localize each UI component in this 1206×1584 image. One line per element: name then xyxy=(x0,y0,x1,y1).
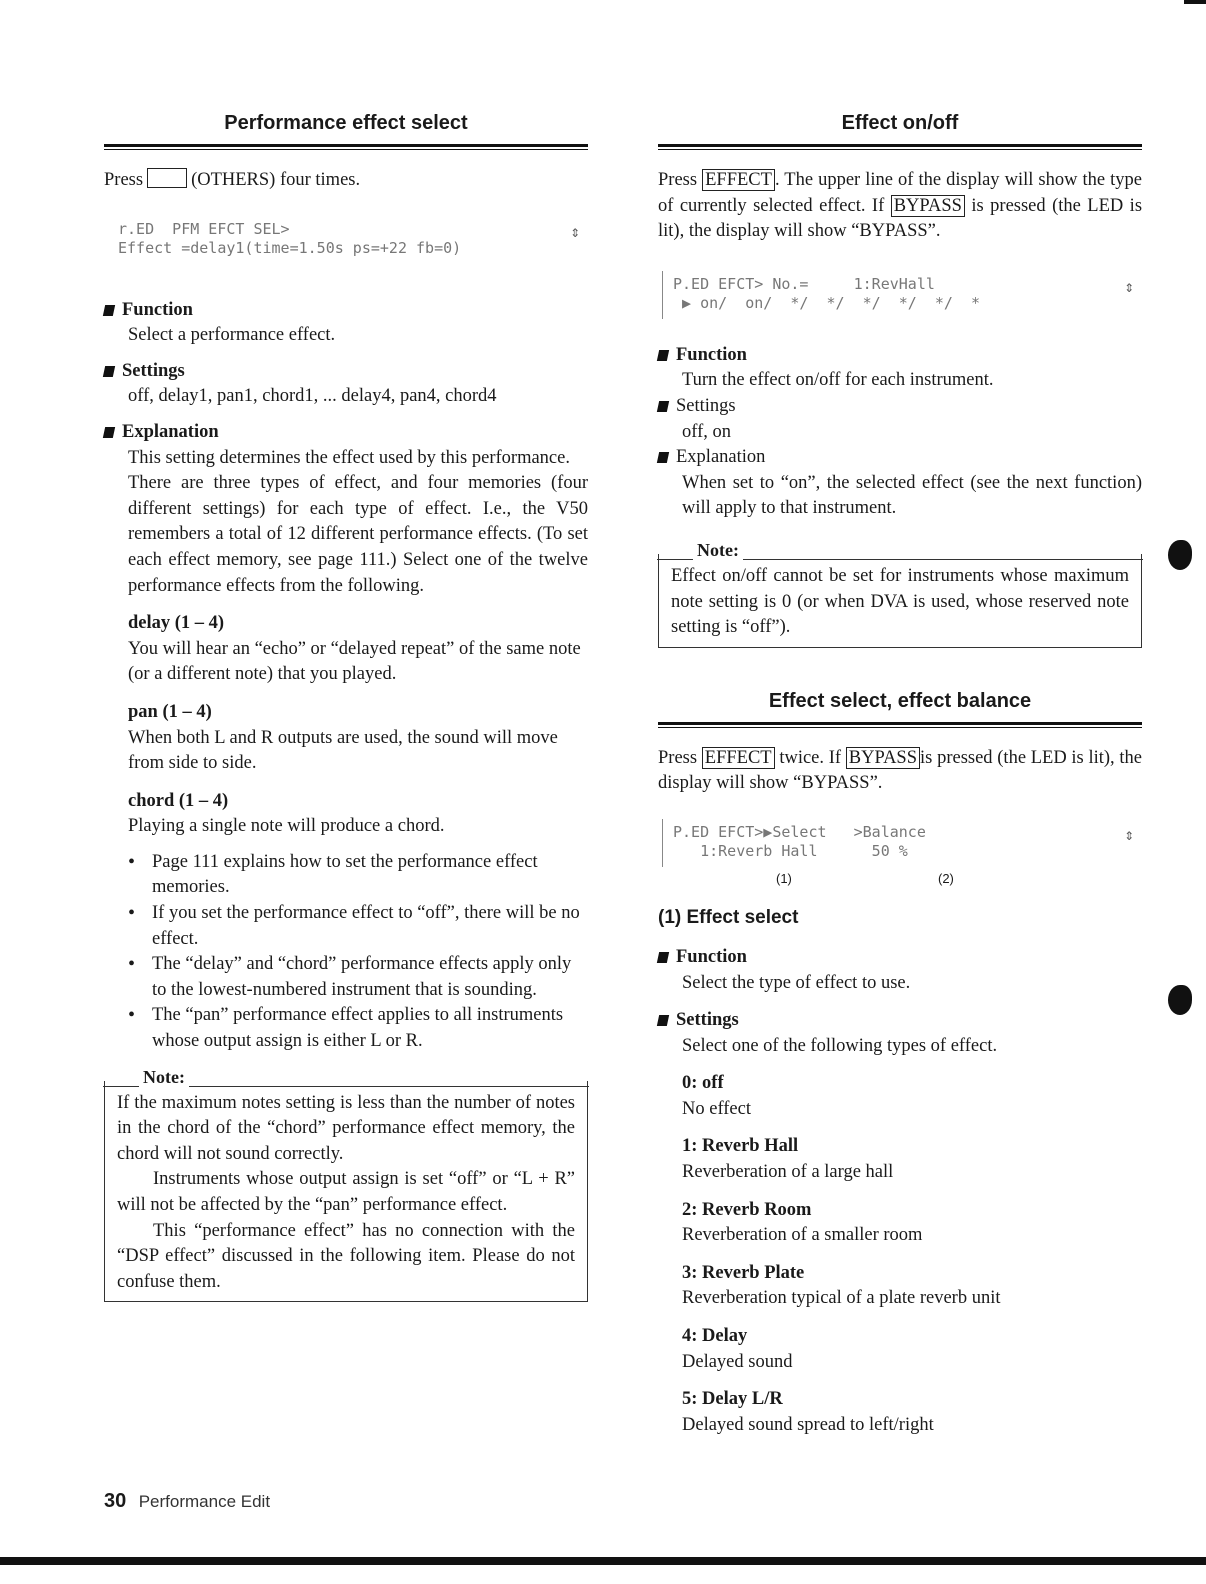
delay-text: You will hear an “echo” or “delayed repeat” of the same note (or a different note) that you played. xyxy=(128,638,581,685)
note-paragraph-2: Instruments whose output assign is set “off” or “L + R” will not be affected by the “pan” performance effect. xyxy=(117,1169,575,1215)
right-column xyxy=(658,110,1142,1438)
chord-text: Playing a single note will produce a chord. xyxy=(128,816,445,837)
lcd-line-1: P.ED EFCT> No.= 1:RevHall xyxy=(673,274,935,293)
settings-heading: Settings xyxy=(658,1008,1142,1034)
effect-type-text: Reverberation of a smaller room xyxy=(682,1225,923,1246)
footer-section-name: Performance Edit xyxy=(138,1492,271,1511)
function-text: Select the type of effect to use. xyxy=(682,972,911,993)
corner-mark xyxy=(1184,0,1206,4)
lcd-line-1: r.ED PFM EFCT SEL> xyxy=(118,219,290,238)
note-box-left xyxy=(104,1066,588,1303)
pan-text: When both L and R outputs are used, the sound will move from side to side. xyxy=(128,727,558,774)
settings-heading: Settings xyxy=(658,394,1142,420)
delay-heading: delay (1 – 4) xyxy=(128,613,225,634)
function-heading: Function xyxy=(104,298,588,324)
note-paragraph-3: This “performance effect” has no connection with the “DSP effect” discussed in the following item. Please do not confuse them. xyxy=(117,1220,575,1292)
up-down-arrow-icon: ⇕ xyxy=(570,221,580,241)
list-item: • The “pan” performance effect applies to all instruments whose output assign is either L or R. xyxy=(104,1003,588,1054)
section-title-effect-select-balance: Effect select, effect balance xyxy=(768,689,1032,712)
bypass-key: BYPASS xyxy=(891,195,965,217)
explanation-text: When set to “on”, the selected effect (see the next function) will apply to that instrument. xyxy=(682,472,1142,519)
lcd-line-2: ▶ on/ on/ */ */ */ */ */ * xyxy=(673,293,981,312)
effect-type-text: Reverberation of a large hall xyxy=(682,1162,894,1183)
square-bullet-icon xyxy=(657,401,669,412)
up-down-arrow-icon: ⇕ xyxy=(1124,824,1134,844)
square-bullet-icon xyxy=(657,952,669,963)
square-bullet-icon xyxy=(657,350,669,361)
left-column xyxy=(104,110,588,1302)
effect-key: EFFECT xyxy=(702,169,775,191)
press-instruction-twice: Press EFFECT twice. If BYPASS is pressed (the LED is lit), the display will show “BYPASS”. xyxy=(658,747,1142,794)
function-heading: Function xyxy=(658,945,1142,971)
title-rule xyxy=(658,722,1142,728)
settings-heading: Settings xyxy=(104,359,588,385)
section-title-effect-on-off: Effect on/off xyxy=(841,112,959,134)
note-label: Note: xyxy=(139,1067,189,1087)
press-instruction-effect: Press EFFECT . The upper line of the display will show the type of currently selected effect. If BYPASS is pressed (the LED is lit), the display will show “BYPASS”. xyxy=(658,170,1143,242)
lcd-line-2: 1:Reverb Hall 50 % xyxy=(673,841,908,860)
square-bullet-icon xyxy=(103,366,115,377)
section-title-performance-effect-select: Performance effect select xyxy=(224,112,468,134)
square-bullet-icon xyxy=(657,1015,669,1026)
bottom-bar xyxy=(0,1557,1206,1565)
title-rule xyxy=(104,144,588,150)
thumb-tab-mark xyxy=(1168,985,1192,1015)
effect-type-text: Reverberation typical of a plate reverb unit xyxy=(682,1288,1001,1309)
explanation-paragraph-1: This setting determines the effect used by this performance. xyxy=(128,447,570,468)
effect-type-text: Delayed sound spread to left/right xyxy=(682,1414,934,1435)
lcd-display-effect-select xyxy=(662,819,1142,867)
settings-text: off, delay1, pan1, chord1, ... delay4, pan4, chord4 xyxy=(128,386,497,407)
up-down-arrow-icon: ⇕ xyxy=(1124,276,1134,296)
press-instruction: Press (OTHERS) four times. xyxy=(104,170,361,190)
notes-bullet-list xyxy=(104,850,588,1055)
square-bullet-icon xyxy=(657,452,669,463)
field-label-1: (1) xyxy=(776,870,792,886)
note-paragraph-1: If the maximum notes setting is less than the number of notes in the chord of the “chord” performance effect memory, the chord will not sound correctly. xyxy=(117,1092,575,1164)
explanation-heading: Explanation xyxy=(658,445,1142,471)
others-key-icon xyxy=(147,168,187,188)
lcd-display-performance-effect xyxy=(108,216,588,264)
note-text: Effect on/off cannot be set for instruments whose maximum note setting is 0 (or when DVA is used, whose reserved note setting is “off”). xyxy=(671,565,1129,638)
settings-text: off, on xyxy=(682,421,731,442)
lcd-line-2: Effect =delay1(time=1.50s ps=+22 fb=0) xyxy=(118,238,462,257)
explanation-paragraph-2: There are three types of effect, and four memories (four different settings) for each type of effect. I.e., the V50 remembers a total of 12 different performance effects. (To set each effect memory, see page 111.) Select one of the twelve performance effects from the following. xyxy=(128,473,588,596)
effect-type-heading: 5: Delay L/R xyxy=(682,1389,783,1410)
effect-type-heading: 1: Reverb Hall xyxy=(682,1136,799,1157)
thumb-tab-mark xyxy=(1168,540,1192,570)
square-bullet-icon xyxy=(103,305,115,316)
chord-heading: chord (1 – 4) xyxy=(128,790,229,811)
pan-heading: pan (1 – 4) xyxy=(128,701,212,722)
explanation-heading: Explanation xyxy=(104,420,588,446)
list-item: • Page 111 explains how to set the performance effect memories. xyxy=(104,850,588,901)
list-item: • If you set the performance effect to “off”, there will be no effect. xyxy=(104,901,588,952)
effect-type-heading: 0: off xyxy=(682,1073,724,1094)
lcd-display-effect-on-off xyxy=(662,271,1142,319)
effect-type-text: No effect xyxy=(682,1098,751,1119)
page-number: 30 xyxy=(104,1490,127,1512)
field-label-2: (2) xyxy=(938,870,954,886)
title-rule xyxy=(658,144,1142,150)
function-text: Turn the effect on/off for each instrument. xyxy=(682,370,994,391)
note-box-right xyxy=(658,539,1142,648)
function-text: Select a performance effect. xyxy=(128,325,336,346)
lcd-field-labels xyxy=(658,871,1142,891)
effect-key: EFFECT xyxy=(702,747,775,769)
settings-text: Select one of the following types of effect. xyxy=(682,1035,998,1056)
note-label: Note: xyxy=(693,540,743,560)
effect-type-heading: 4: Delay xyxy=(682,1326,748,1347)
square-bullet-icon xyxy=(103,427,115,438)
effect-type-heading: 3: Reverb Plate xyxy=(682,1262,805,1283)
effect-select-heading: (1) Effect select xyxy=(658,906,799,928)
bypass-key: BYPASS xyxy=(846,747,920,769)
list-item: • The “delay” and “chord” performance effects apply only to the lowest-numbered instrument that is sounding. xyxy=(104,952,588,1003)
effect-type-text: Delayed sound xyxy=(682,1351,793,1372)
page-footer xyxy=(104,1490,270,1513)
effect-type-heading: 2: Reverb Room xyxy=(682,1199,812,1220)
function-heading: Function xyxy=(658,343,1142,369)
lcd-line-1: P.ED EFCT>▶Select >Balance xyxy=(673,822,926,841)
